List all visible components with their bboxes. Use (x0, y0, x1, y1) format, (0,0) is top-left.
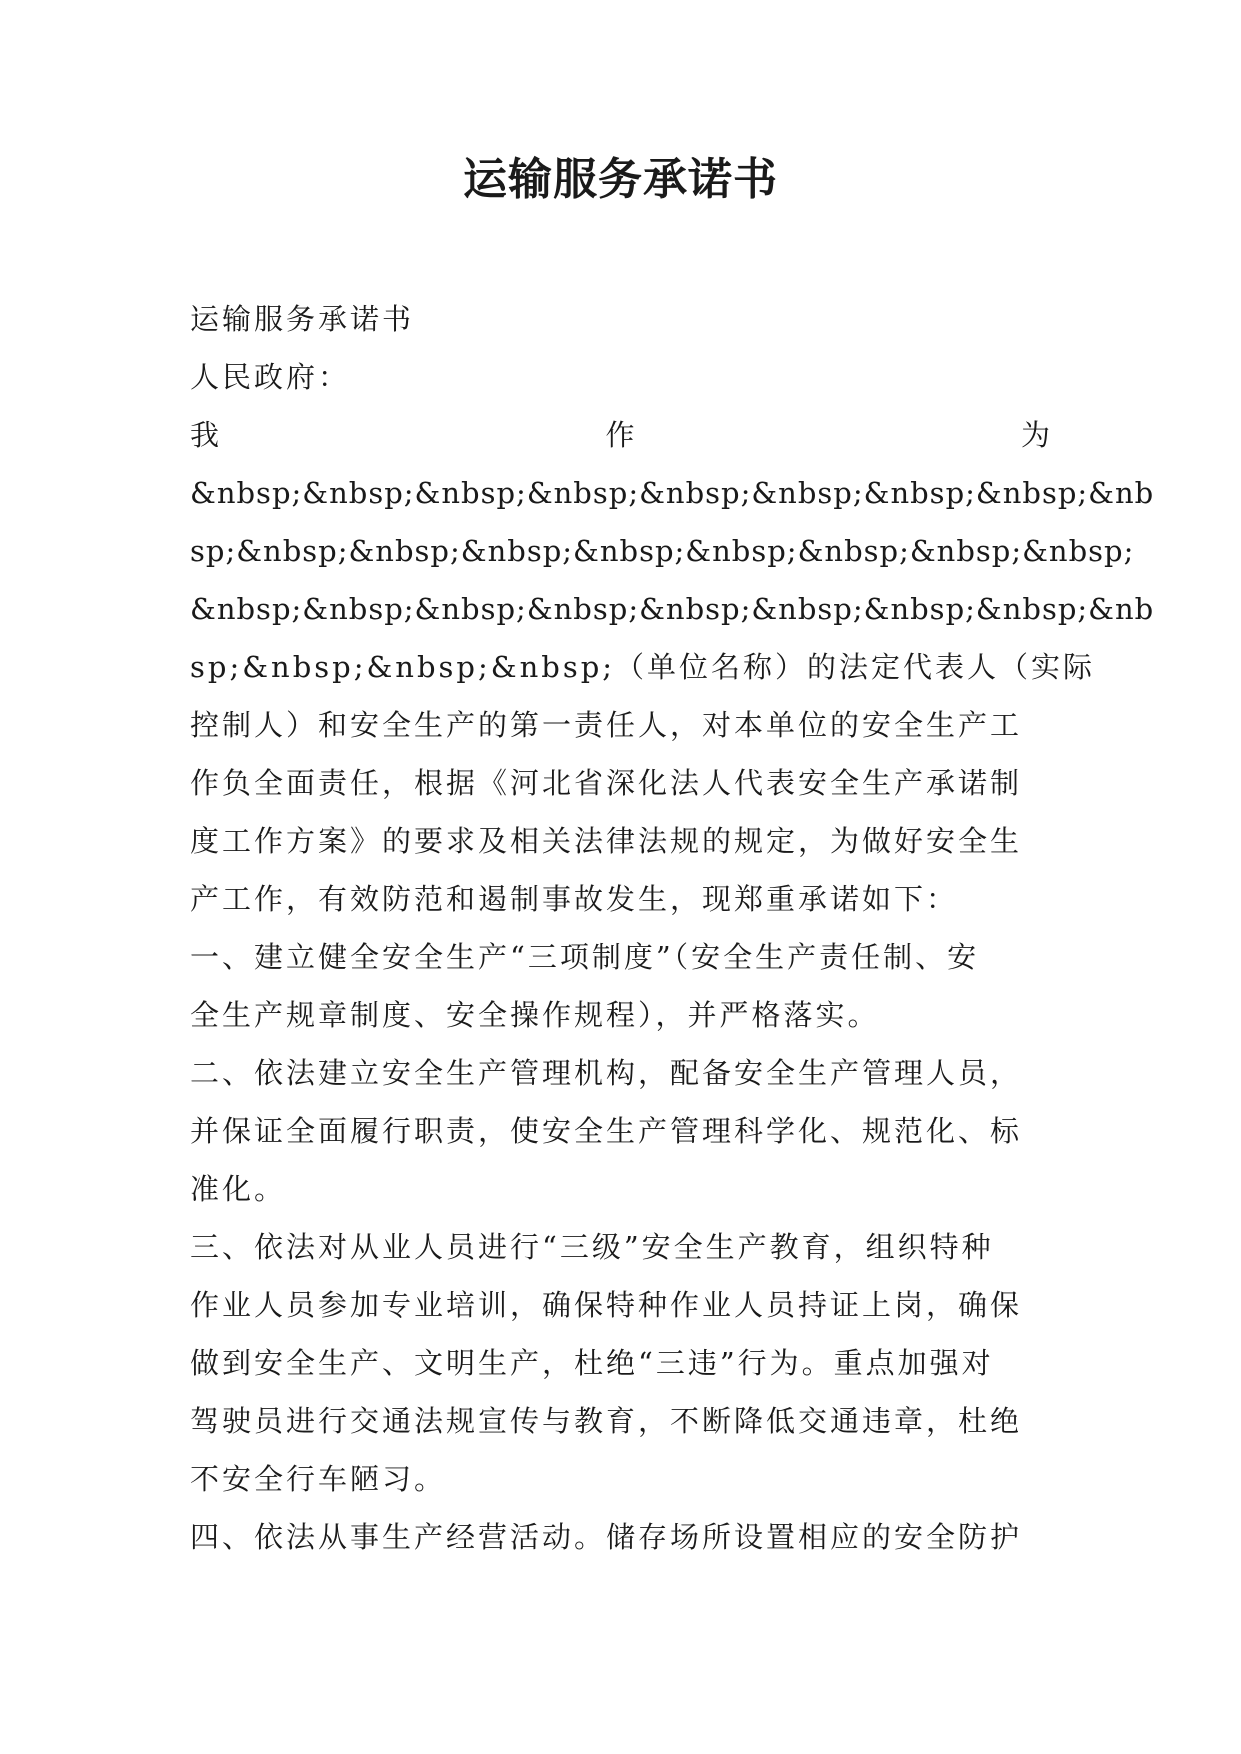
document-title: 运输服务承诺书 (463, 154, 778, 205)
body-line: 作负全面责任，根据《河北省深化法人代表安全生产承诺制 (190, 766, 1023, 800)
body-line: 三、依法对从业人员进行“三级”安全生产教育，组织特种 (190, 1230, 994, 1264)
body-line: 做到安全生产、文明生产，杜绝“三违”行为。重点加强对 (190, 1346, 994, 1380)
body-line: 二、依法建立安全生产管理机构，配备安全生产管理人员， (190, 1056, 1023, 1090)
body-line: 准化。 (190, 1172, 287, 1206)
justified-char: 作 (605, 418, 635, 452)
body-line: 全生产规章制度、安全操作规程），并严格落实。 (190, 998, 880, 1032)
body-line: 不安全行车陋习。 (190, 1462, 447, 1496)
body-line: 并保证全面履行职责，使安全生产管理科学化、规范化、标 (190, 1114, 1023, 1148)
body-line: 作业人员参加专业培训，确保特种作业人员持证上岗，确保 (190, 1288, 1023, 1322)
body-line: &nbsp;&nbsp;&nbsp;&nbsp;&nbsp;&nbsp;&nbsp;&nbsp;&nb (190, 592, 1155, 626)
body-line-justified (190, 406, 1050, 464)
body-line: &nbsp;&nbsp;&nbsp;&nbsp;&nbsp;&nbsp;&nbsp;&nbsp;&nb (190, 476, 1155, 510)
body-line: 产工作，有效防范和遏制事故发生，现郑重承诺如下： (190, 882, 959, 916)
body-line: sp;&nbsp;&nbsp;&nbsp;（单位名称）的法定代表人（实际 (190, 650, 1096, 684)
body-line: 一、建立健全安全生产“三项制度”（安全生产责任制、安 (190, 940, 980, 974)
body-line: 控制人）和安全生产的第一责任人，对本单位的安全生产工 (190, 708, 1023, 742)
body-line: 四、依法从事生产经营活动。储存场所设置相应的安全防护 (190, 1520, 1023, 1554)
justified-char: 为 (1020, 418, 1050, 452)
body-line: sp;&nbsp;&nbsp;&nbsp;&nbsp;&nbsp;&nbsp;&nbsp;&nbsp; (190, 534, 1135, 568)
body-line: 运输服务承诺书 (190, 302, 415, 336)
body-line: 驾驶员进行交通法规宣传与教育，不断降低交通违章，杜绝 (190, 1404, 1023, 1438)
body-line: 人民政府： (190, 360, 351, 394)
document-body (190, 290, 1155, 1566)
body-line: 度工作方案》的要求及相关法律法规的规定，为做好安全生 (190, 824, 1023, 858)
justified-char: 我 (190, 418, 220, 452)
